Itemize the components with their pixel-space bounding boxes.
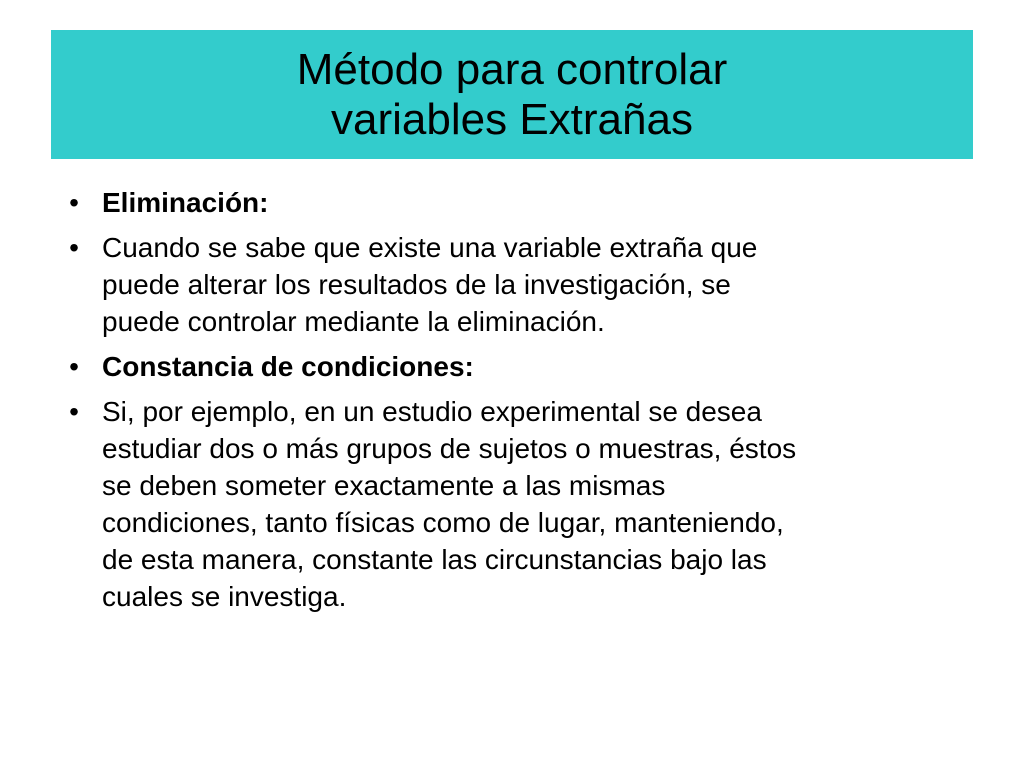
bullet-item-eliminacion-description (62, 229, 962, 340)
bullet-line: cuales se investiga. (102, 581, 347, 612)
bullet-item-eliminacion-heading (62, 184, 962, 221)
bullet-line: estudiar dos o más grupos de sujetos o muestras, éstos (102, 433, 797, 464)
bullet-text (102, 348, 962, 385)
bullet-dot-icon: • (69, 232, 79, 263)
bullet-line: de esta manera, constante las circunstancias bajo las (102, 544, 767, 575)
bullet-item-constancia-heading (62, 348, 962, 385)
slide-title-line-2: variables Extrañas (331, 94, 693, 144)
title-band (51, 30, 973, 159)
bullet-dot-icon: • (69, 187, 79, 218)
bullet-list (62, 184, 962, 623)
bullet-line: condiciones, tanto físicas como de lugar, manteniendo, (102, 507, 784, 538)
bullet-dot-icon: • (69, 351, 79, 382)
bullet-text (102, 229, 962, 340)
bullet-line: Eliminación: (102, 187, 269, 218)
bullet-line: Si, por ejemplo, en un estudio experimental se desea (102, 396, 762, 427)
slide-title-line-1: Método para controlar (296, 44, 728, 94)
bullet-line: Cuando se sabe que existe una variable extraña que (102, 232, 758, 263)
bullet-dot-icon: • (69, 396, 79, 427)
bullet-item-constancia-description (62, 393, 962, 615)
bullet-line: se deben someter exactamente a las mismas (102, 470, 666, 501)
bullet-line: Constancia de condiciones: (102, 351, 474, 382)
bullet-line: puede controlar mediante la eliminación. (102, 306, 605, 337)
bullet-text (102, 393, 962, 615)
bullet-line: puede alterar los resultados de la investigación, se (102, 269, 731, 300)
bullet-text (102, 184, 962, 221)
